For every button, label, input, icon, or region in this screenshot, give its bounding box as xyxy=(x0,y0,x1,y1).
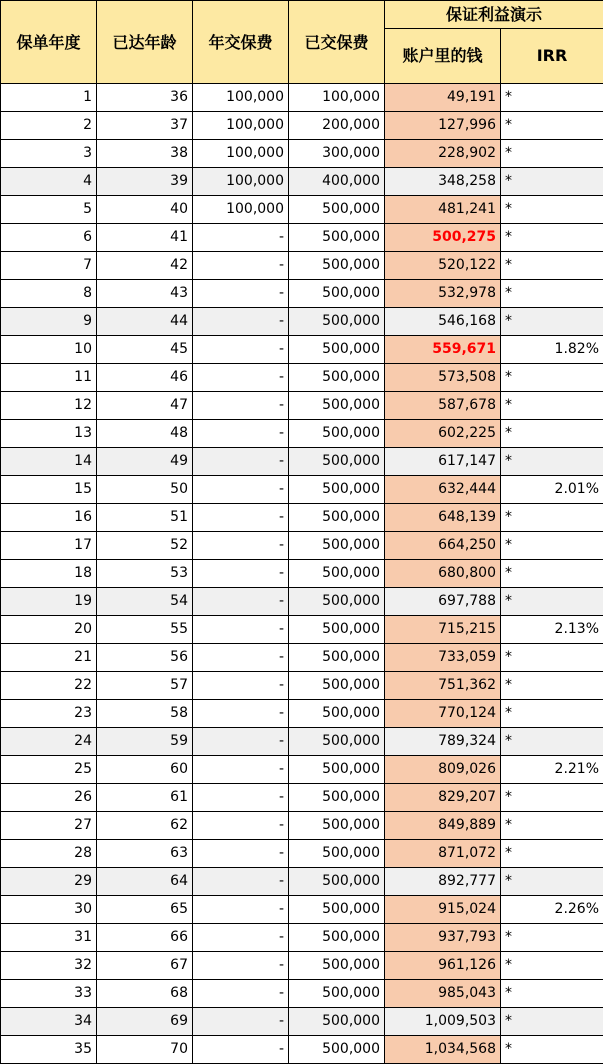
cell-account-value: 648,139 xyxy=(385,504,501,532)
cell-policy-year: 6 xyxy=(1,224,97,252)
cell-account-value: 915,024 xyxy=(385,896,501,924)
cell-policy-year: 11 xyxy=(1,364,97,392)
cell-irr: * xyxy=(501,784,603,812)
cell-paid-premium: 100,000 xyxy=(289,84,385,112)
cell-annual-premium: - xyxy=(193,1008,289,1036)
cell-age: 68 xyxy=(97,980,193,1008)
table-row xyxy=(1,504,603,532)
cell-account-value: 937,793 xyxy=(385,924,501,952)
cell-annual-premium: - xyxy=(193,868,289,896)
cell-age: 53 xyxy=(97,560,193,588)
cell-paid-premium: 500,000 xyxy=(289,336,385,364)
cell-account-value: 546,168 xyxy=(385,308,501,336)
cell-paid-premium: 500,000 xyxy=(289,672,385,700)
table-row xyxy=(1,672,603,700)
cell-account-value: 559,671 xyxy=(385,336,501,364)
cell-policy-year: 19 xyxy=(1,588,97,616)
cell-paid-premium: 500,000 xyxy=(289,952,385,980)
cell-policy-year: 25 xyxy=(1,756,97,784)
cell-annual-premium: - xyxy=(193,672,289,700)
cell-paid-premium: 500,000 xyxy=(289,588,385,616)
cell-irr: * xyxy=(501,924,603,952)
cell-irr: * xyxy=(501,448,603,476)
cell-policy-year: 14 xyxy=(1,448,97,476)
cell-annual-premium: - xyxy=(193,448,289,476)
cell-age: 59 xyxy=(97,728,193,756)
cell-age: 52 xyxy=(97,532,193,560)
cell-irr: * xyxy=(501,672,603,700)
table-row xyxy=(1,728,603,756)
cell-annual-premium: - xyxy=(193,532,289,560)
col-group-header-guaranteed: 保证利益演示 xyxy=(385,1,603,29)
cell-account-value: 127,996 xyxy=(385,112,501,140)
cell-policy-year: 7 xyxy=(1,252,97,280)
cell-annual-premium: - xyxy=(193,812,289,840)
cell-policy-year: 28 xyxy=(1,840,97,868)
cell-paid-premium: 400,000 xyxy=(289,168,385,196)
cell-annual-premium: - xyxy=(193,336,289,364)
cell-irr: * xyxy=(501,532,603,560)
cell-annual-premium: - xyxy=(193,1036,289,1064)
cell-irr: * xyxy=(501,1036,603,1064)
table-row xyxy=(1,868,603,896)
cell-paid-premium: 500,000 xyxy=(289,756,385,784)
cell-account-value: 573,508 xyxy=(385,364,501,392)
cell-policy-year: 32 xyxy=(1,952,97,980)
table-row xyxy=(1,140,603,168)
cell-account-value: 481,241 xyxy=(385,196,501,224)
cell-annual-premium: - xyxy=(193,392,289,420)
cell-account-value: 1,009,503 xyxy=(385,1008,501,1036)
cell-policy-year: 12 xyxy=(1,392,97,420)
cell-paid-premium: 500,000 xyxy=(289,504,385,532)
cell-annual-premium: - xyxy=(193,476,289,504)
table-row xyxy=(1,196,603,224)
cell-paid-premium: 500,000 xyxy=(289,252,385,280)
table-row xyxy=(1,1036,603,1064)
cell-policy-year: 16 xyxy=(1,504,97,532)
cell-age: 65 xyxy=(97,896,193,924)
cell-paid-premium: 500,000 xyxy=(289,896,385,924)
cell-age: 40 xyxy=(97,196,193,224)
cell-annual-premium: - xyxy=(193,616,289,644)
cell-irr: * xyxy=(501,980,603,1008)
cell-annual-premium: - xyxy=(193,280,289,308)
cell-age: 64 xyxy=(97,868,193,896)
cell-account-value: 961,126 xyxy=(385,952,501,980)
table-row xyxy=(1,420,603,448)
cell-irr: * xyxy=(501,280,603,308)
cell-account-value: 789,324 xyxy=(385,728,501,756)
cell-irr: * xyxy=(501,140,603,168)
cell-paid-premium: 500,000 xyxy=(289,784,385,812)
table-row xyxy=(1,168,603,196)
cell-irr: * xyxy=(501,728,603,756)
cell-paid-premium: 500,000 xyxy=(289,924,385,952)
cell-age: 67 xyxy=(97,952,193,980)
cell-paid-premium: 500,000 xyxy=(289,840,385,868)
cell-annual-premium: - xyxy=(193,980,289,1008)
cell-annual-premium: 100,000 xyxy=(193,112,289,140)
cell-account-value: 697,788 xyxy=(385,588,501,616)
cell-irr: * xyxy=(501,588,603,616)
cell-irr: * xyxy=(501,952,603,980)
cell-account-value: 715,215 xyxy=(385,616,501,644)
cell-annual-premium: - xyxy=(193,644,289,672)
table-row xyxy=(1,560,603,588)
cell-age: 56 xyxy=(97,644,193,672)
cell-policy-year: 33 xyxy=(1,980,97,1008)
table-row xyxy=(1,532,603,560)
cell-account-value: 733,059 xyxy=(385,644,501,672)
cell-age: 41 xyxy=(97,224,193,252)
table-row xyxy=(1,952,603,980)
cell-policy-year: 26 xyxy=(1,784,97,812)
cell-age: 51 xyxy=(97,504,193,532)
cell-age: 36 xyxy=(97,84,193,112)
table-row xyxy=(1,112,603,140)
cell-paid-premium: 500,000 xyxy=(289,644,385,672)
cell-age: 43 xyxy=(97,280,193,308)
table-row xyxy=(1,644,603,672)
cell-policy-year: 4 xyxy=(1,168,97,196)
col-header-paid-premium: 已交保费 xyxy=(289,1,385,84)
cell-irr: * xyxy=(501,420,603,448)
cell-annual-premium: - xyxy=(193,420,289,448)
table-row xyxy=(1,784,603,812)
cell-paid-premium: 500,000 xyxy=(289,392,385,420)
cell-age: 55 xyxy=(97,616,193,644)
cell-age: 57 xyxy=(97,672,193,700)
cell-annual-premium: - xyxy=(193,896,289,924)
cell-paid-premium: 500,000 xyxy=(289,1008,385,1036)
col-header-annual-premium: 年交保费 xyxy=(193,1,289,84)
cell-annual-premium: 100,000 xyxy=(193,168,289,196)
cell-irr: 2.01% xyxy=(501,476,603,504)
cell-paid-premium: 500,000 xyxy=(289,560,385,588)
table-row xyxy=(1,588,603,616)
cell-account-value: 228,902 xyxy=(385,140,501,168)
cell-irr: * xyxy=(501,84,603,112)
cell-paid-premium: 500,000 xyxy=(289,616,385,644)
cell-account-value: 49,191 xyxy=(385,84,501,112)
cell-irr: * xyxy=(501,504,603,532)
cell-annual-premium: - xyxy=(193,700,289,728)
table-row xyxy=(1,896,603,924)
cell-irr: * xyxy=(501,700,603,728)
cell-paid-premium: 500,000 xyxy=(289,980,385,1008)
cell-irr: * xyxy=(501,196,603,224)
table-row xyxy=(1,224,603,252)
cell-annual-premium: - xyxy=(193,728,289,756)
cell-policy-year: 34 xyxy=(1,1008,97,1036)
table-row xyxy=(1,840,603,868)
cell-irr: * xyxy=(501,1008,603,1036)
cell-policy-year: 35 xyxy=(1,1036,97,1064)
table-row xyxy=(1,756,603,784)
cell-paid-premium: 500,000 xyxy=(289,280,385,308)
table-row xyxy=(1,700,603,728)
cell-irr: 2.13% xyxy=(501,616,603,644)
cell-paid-premium: 500,000 xyxy=(289,868,385,896)
cell-paid-premium: 500,000 xyxy=(289,364,385,392)
cell-age: 50 xyxy=(97,476,193,504)
cell-account-value: 664,250 xyxy=(385,532,501,560)
col-header-policy-year: 保单年度 xyxy=(1,1,97,84)
cell-paid-premium: 500,000 xyxy=(289,308,385,336)
cell-account-value: 500,275 xyxy=(385,224,501,252)
cell-policy-year: 9 xyxy=(1,308,97,336)
cell-irr: * xyxy=(501,168,603,196)
cell-irr: * xyxy=(501,868,603,896)
cell-annual-premium: 100,000 xyxy=(193,140,289,168)
table-row xyxy=(1,280,603,308)
cell-account-value: 602,225 xyxy=(385,420,501,448)
cell-account-value: 892,777 xyxy=(385,868,501,896)
cell-age: 46 xyxy=(97,364,193,392)
table-row xyxy=(1,1008,603,1036)
cell-account-value: 849,889 xyxy=(385,812,501,840)
col-header-account-value: 账户里的钱 xyxy=(385,29,501,84)
cell-irr: * xyxy=(501,560,603,588)
cell-paid-premium: 500,000 xyxy=(289,224,385,252)
table-row xyxy=(1,308,603,336)
cell-annual-premium: - xyxy=(193,504,289,532)
cell-age: 58 xyxy=(97,700,193,728)
cell-age: 44 xyxy=(97,308,193,336)
cell-age: 61 xyxy=(97,784,193,812)
cell-policy-year: 8 xyxy=(1,280,97,308)
cell-policy-year: 1 xyxy=(1,84,97,112)
cell-annual-premium: 100,000 xyxy=(193,196,289,224)
cell-paid-premium: 500,000 xyxy=(289,728,385,756)
table-row xyxy=(1,616,603,644)
cell-annual-premium: - xyxy=(193,588,289,616)
cell-irr: 2.26% xyxy=(501,896,603,924)
cell-age: 63 xyxy=(97,840,193,868)
cell-annual-premium: - xyxy=(193,224,289,252)
cell-policy-year: 3 xyxy=(1,140,97,168)
cell-policy-year: 2 xyxy=(1,112,97,140)
cell-policy-year: 13 xyxy=(1,420,97,448)
cell-age: 69 xyxy=(97,1008,193,1036)
cell-annual-premium: - xyxy=(193,840,289,868)
cell-account-value: 1,034,568 xyxy=(385,1036,501,1064)
table-row xyxy=(1,392,603,420)
cell-age: 48 xyxy=(97,420,193,448)
table-row xyxy=(1,980,603,1008)
cell-account-value: 871,072 xyxy=(385,840,501,868)
cell-age: 38 xyxy=(97,140,193,168)
cell-age: 70 xyxy=(97,1036,193,1064)
cell-annual-premium: - xyxy=(193,784,289,812)
table-row xyxy=(1,476,603,504)
table-row xyxy=(1,448,603,476)
cell-age: 62 xyxy=(97,812,193,840)
cell-age: 39 xyxy=(97,168,193,196)
cell-irr: * xyxy=(501,224,603,252)
cell-policy-year: 5 xyxy=(1,196,97,224)
cell-age: 66 xyxy=(97,924,193,952)
cell-policy-year: 23 xyxy=(1,700,97,728)
cell-policy-year: 27 xyxy=(1,812,97,840)
cell-account-value: 985,043 xyxy=(385,980,501,1008)
cell-paid-premium: 500,000 xyxy=(289,812,385,840)
cell-policy-year: 30 xyxy=(1,896,97,924)
cell-annual-premium: - xyxy=(193,560,289,588)
cell-irr: * xyxy=(501,252,603,280)
table-row xyxy=(1,364,603,392)
cell-paid-premium: 500,000 xyxy=(289,448,385,476)
cell-account-value: 809,026 xyxy=(385,756,501,784)
cell-age: 49 xyxy=(97,448,193,476)
cell-annual-premium: - xyxy=(193,952,289,980)
table-row xyxy=(1,336,603,364)
cell-irr: 2.21% xyxy=(501,756,603,784)
col-header-irr: IRR xyxy=(501,29,603,84)
cell-irr: * xyxy=(501,308,603,336)
table-body xyxy=(1,84,603,1064)
cell-account-value: 770,124 xyxy=(385,700,501,728)
cell-age: 54 xyxy=(97,588,193,616)
cell-policy-year: 21 xyxy=(1,644,97,672)
cell-account-value: 532,978 xyxy=(385,280,501,308)
cell-account-value: 348,258 xyxy=(385,168,501,196)
cell-age: 37 xyxy=(97,112,193,140)
cell-irr: * xyxy=(501,840,603,868)
cell-age: 60 xyxy=(97,756,193,784)
cell-paid-premium: 200,000 xyxy=(289,112,385,140)
cell-policy-year: 31 xyxy=(1,924,97,952)
cell-annual-premium: - xyxy=(193,364,289,392)
table-row xyxy=(1,812,603,840)
cell-paid-premium: 500,000 xyxy=(289,476,385,504)
cell-age: 45 xyxy=(97,336,193,364)
table-row xyxy=(1,84,603,112)
cell-policy-year: 22 xyxy=(1,672,97,700)
cell-account-value: 751,362 xyxy=(385,672,501,700)
cell-policy-year: 18 xyxy=(1,560,97,588)
cell-account-value: 587,678 xyxy=(385,392,501,420)
table-row xyxy=(1,252,603,280)
cell-irr: * xyxy=(501,392,603,420)
cell-irr: * xyxy=(501,644,603,672)
cell-account-value: 617,147 xyxy=(385,448,501,476)
cell-policy-year: 17 xyxy=(1,532,97,560)
cell-paid-premium: 500,000 xyxy=(289,1036,385,1064)
cell-annual-premium: - xyxy=(193,924,289,952)
cell-policy-year: 24 xyxy=(1,728,97,756)
cell-age: 42 xyxy=(97,252,193,280)
cell-paid-premium: 500,000 xyxy=(289,420,385,448)
cell-annual-premium: - xyxy=(193,308,289,336)
table-row xyxy=(1,924,603,952)
cell-paid-premium: 500,000 xyxy=(289,196,385,224)
cell-age: 47 xyxy=(97,392,193,420)
cell-annual-premium: 100,000 xyxy=(193,84,289,112)
cell-paid-premium: 500,000 xyxy=(289,532,385,560)
cell-policy-year: 15 xyxy=(1,476,97,504)
cell-annual-premium: - xyxy=(193,252,289,280)
cell-irr: 1.82% xyxy=(501,336,603,364)
cell-account-value: 680,800 xyxy=(385,560,501,588)
cell-policy-year: 10 xyxy=(1,336,97,364)
cell-irr: * xyxy=(501,812,603,840)
cell-policy-year: 29 xyxy=(1,868,97,896)
cell-account-value: 632,444 xyxy=(385,476,501,504)
cell-irr: * xyxy=(501,364,603,392)
cell-paid-premium: 500,000 xyxy=(289,700,385,728)
col-header-age: 已达年龄 xyxy=(97,1,193,84)
cell-paid-premium: 300,000 xyxy=(289,140,385,168)
cell-annual-premium: - xyxy=(193,756,289,784)
cell-irr: * xyxy=(501,112,603,140)
cell-account-value: 829,207 xyxy=(385,784,501,812)
cell-policy-year: 20 xyxy=(1,616,97,644)
cell-account-value: 520,122 xyxy=(385,252,501,280)
